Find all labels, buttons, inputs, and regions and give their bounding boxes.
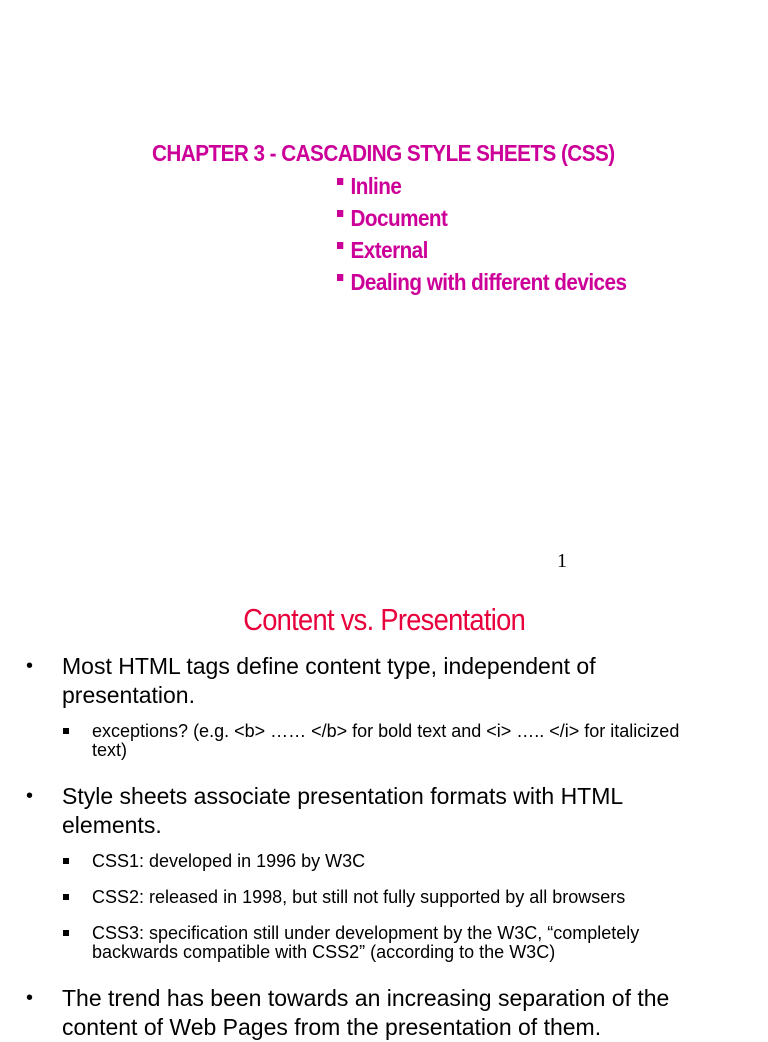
topic-item-inline xyxy=(337,172,626,204)
square-bullet-icon xyxy=(63,858,69,864)
sub-point xyxy=(0,888,768,907)
main-point-text: Style sheets associate presentation formats with HTML elements. xyxy=(62,783,623,838)
topic-list xyxy=(337,172,659,300)
round-bullet-icon: • xyxy=(26,785,34,807)
bullet-group-1 xyxy=(0,652,768,760)
slide-title xyxy=(0,602,768,638)
chapter-title: CHAPTER 3 - CASCADING STYLE SHEETS (CSS) xyxy=(152,140,615,166)
square-bullet-icon xyxy=(63,894,69,900)
topic-item-devices xyxy=(337,268,626,300)
topic-label: Inline xyxy=(350,173,402,199)
sub-list xyxy=(0,722,768,760)
sub-point-text: exceptions? (e.g. <b> …… </b> for bold text and <i> ….. </i> for italicized text) xyxy=(92,721,680,760)
slide-title-text: Content vs. Presentation xyxy=(243,602,525,637)
main-point xyxy=(0,782,768,840)
main-point xyxy=(0,652,768,710)
topic-label: Document xyxy=(350,205,448,231)
square-bullet-icon xyxy=(63,930,69,936)
square-bullet-icon xyxy=(337,178,343,185)
bullet-group-2 xyxy=(0,782,768,962)
sub-point-text: CSS2: released in 1998, but still not fully supported by all browsers xyxy=(92,887,626,907)
square-bullet-icon xyxy=(63,728,69,734)
sub-point xyxy=(0,852,768,871)
sub-point-text: CSS3: specification still under development by the W3C, “completely backwards compatible with CSS2” (according to the W3C) xyxy=(92,923,640,962)
square-bullet-icon xyxy=(337,242,343,249)
round-bullet-icon: • xyxy=(26,987,34,1009)
main-point-text: Most HTML tags define content type, independent of presentation. xyxy=(62,653,596,708)
square-bullet-icon xyxy=(337,274,343,281)
main-point-text: The trend has been towards an increasing separation of the content of Web Pages from the presentation of them. xyxy=(62,985,670,1040)
topic-item-document xyxy=(337,204,626,236)
page-number: 1 xyxy=(557,550,567,572)
slide-2 xyxy=(0,590,768,1040)
topic-label: External xyxy=(350,237,428,263)
square-bullet-icon xyxy=(337,210,343,217)
topic-item-external xyxy=(337,236,626,268)
sub-point xyxy=(0,722,768,760)
sub-list xyxy=(0,852,768,962)
sub-point-text: CSS1: developed in 1996 by W3C xyxy=(92,851,366,871)
main-point xyxy=(0,984,768,1042)
sub-point xyxy=(0,924,768,962)
topic-label: Dealing with different devices xyxy=(350,269,627,295)
bullet-group-3 xyxy=(0,984,768,1042)
round-bullet-icon: • xyxy=(26,655,34,677)
